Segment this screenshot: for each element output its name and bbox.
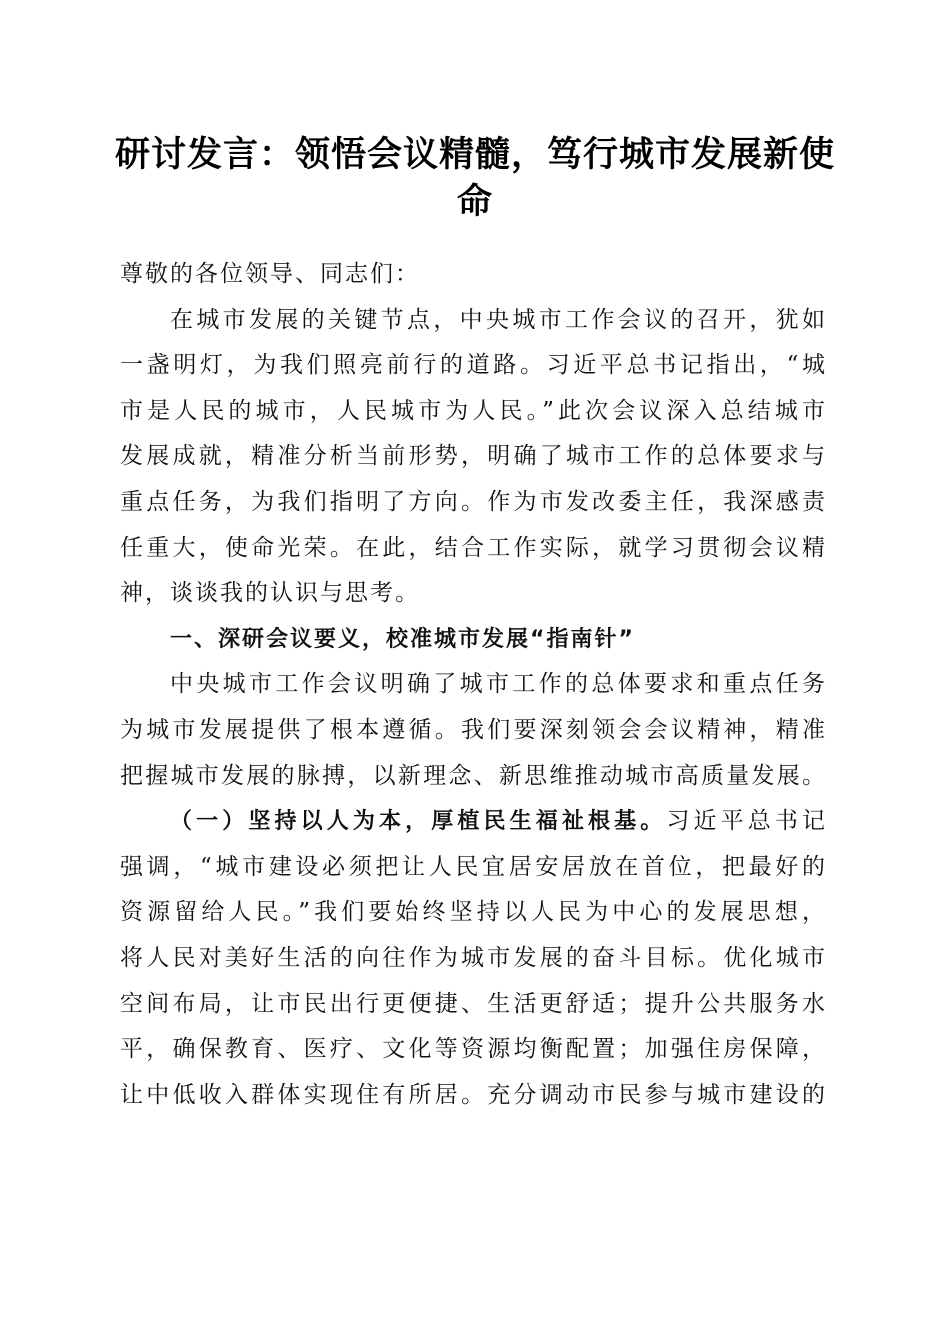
paragraph-2-line-3: 把握城市发展的脉搏，以新理念、新思维推动城市高质量发展。 xyxy=(120,762,825,789)
paragraph-3-line-2: 强调，“城市建设必须把让人民宜居安居放在首位，把最好的 xyxy=(120,853,825,880)
paragraph-3-lead-bold: （一）坚持以人为本，厚植民生福祉根基。 xyxy=(170,809,667,835)
section-heading-1: 一、深研会议要义，校准城市发展“指南针” xyxy=(170,626,635,652)
paragraph-3-line-6: 平，确保教育、医疗、文化等资源均衡配置；加强住房保障， xyxy=(120,1036,825,1063)
title-line-2: 命 xyxy=(456,182,493,222)
paragraph-2-line-1: 中央城市工作会议明确了城市工作的总体要求和重点任务 xyxy=(170,671,825,698)
paragraph-2-line-2: 为城市发展提供了根本遵循。我们要深刻领会会议精神，精准 xyxy=(120,716,825,743)
paragraph-3-line-5: 空间布局，让市民出行更便捷、生活更舒适；提升公共服务水 xyxy=(120,990,825,1017)
paragraph-3-line-4: 将人民对美好生活的向往作为城市发展的奋斗目标。优化城市 xyxy=(120,944,825,971)
title-line-1: 研讨发言：领悟会议精髓，笃行城市发展新使 xyxy=(114,135,835,175)
paragraph-3-line-7: 让中低收入群体实现住有所居。充分调动市民参与城市建设的 xyxy=(120,1081,825,1108)
salutation: 尊敬的各位领导、同志们： xyxy=(120,261,420,287)
paragraph-3-lead-rest: 习近平总书记 xyxy=(666,808,825,835)
document-body xyxy=(120,252,825,1118)
paragraph-1-line-2: 一盏明灯，为我们照亮前行的道路。习近平总书记指出，“城 xyxy=(120,352,825,379)
paragraph-1-line-5: 重点任务，为我们指明了方向。作为市发改委主任，我深感责 xyxy=(120,488,825,515)
document-title xyxy=(110,132,840,226)
paragraph-1-line-1: 在城市发展的关键节点，中央城市工作会议的召开，犹如 xyxy=(170,306,825,333)
paragraph-1-line-3: 市是人民的城市，人民城市为人民。”此次会议深入总结城市 xyxy=(120,397,825,424)
paragraph-1-line-7: 神，谈谈我的认识与思考。 xyxy=(120,580,420,607)
paragraph-1-line-4: 发展成就，精准分析当前形势，明确了城市工作的总体要求与 xyxy=(120,443,825,470)
paragraph-3-line-3: 资源留给人民。”我们要始终坚持以人民为中心的发展思想， xyxy=(120,899,825,926)
paragraph-1-line-6: 任重大，使命光荣。在此，结合工作实际，就学习贯彻会议精 xyxy=(120,534,825,561)
paragraph-3-line-1 xyxy=(120,799,825,845)
